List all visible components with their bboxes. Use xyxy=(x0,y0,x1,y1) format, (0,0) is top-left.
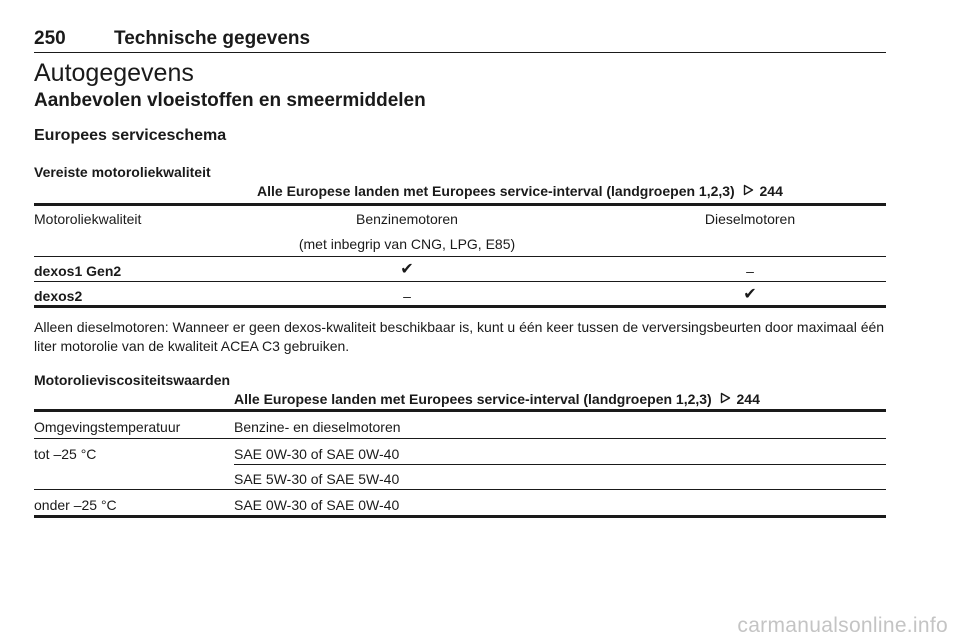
check-icon: ✔ xyxy=(743,286,757,303)
arrow-right-outline-icon xyxy=(720,390,731,408)
column-header-temperature: Omgevingstemperatuur xyxy=(34,419,181,435)
column-header-diesel: Dieselmotoren xyxy=(704,211,796,227)
oil-quality-heading: Vereiste motoroliekwaliteit xyxy=(34,164,211,180)
watermark: carmanualsonline.info xyxy=(737,614,948,637)
quality-cell: dexos1 Gen2 xyxy=(34,263,122,279)
table-rule xyxy=(34,515,886,518)
page-number: 250 xyxy=(34,28,66,49)
viscosity-caption xyxy=(234,390,760,408)
table-rule xyxy=(34,256,886,257)
oil-quality-caption xyxy=(257,182,783,200)
caption-reference[interactable]: 244 xyxy=(736,391,760,407)
temperature-cell: tot –25 °C xyxy=(34,446,97,462)
column-header-quality: Motoroliekwaliteit xyxy=(34,211,142,227)
table-rule xyxy=(34,489,886,490)
viscosity-heading: Motorolieviscositeitswaarden xyxy=(34,372,231,388)
table-rule xyxy=(34,203,886,206)
grade-cell: SAE 0W-30 of SAE 0W-40 xyxy=(234,446,400,462)
temperature-cell: onder –25 °C xyxy=(34,497,117,513)
table-rule xyxy=(34,281,886,282)
table-rule xyxy=(34,438,886,439)
table-rule xyxy=(34,409,886,412)
section-title: Autogegevens xyxy=(34,59,194,87)
caption-reference[interactable]: 244 xyxy=(759,183,783,199)
caption-text: Alle Europese landen met Europees service-interval (landgroepen 1,2,3) xyxy=(257,183,735,199)
arrow-right-outline-icon xyxy=(743,182,754,200)
section-subtitle: Aanbevolen vloeistoffen en smeermiddelen xyxy=(34,90,426,111)
dash-mark: – xyxy=(746,263,754,279)
grade-cell: SAE 5W-30 of SAE 5W-40 xyxy=(234,471,400,487)
diesel-note: Alleen dieselmotoren: Wanneer er geen dexos-kwaliteit beschikbaar is, kunt u één keer tussen de verversingsbeurten door maximaal één liter motorolie van de kwaliteit ACEA C3 gebruiken. xyxy=(34,319,885,354)
column-header-petrol: Benzinemotoren xyxy=(356,211,458,227)
schedule-heading: Europees serviceschema xyxy=(34,127,227,144)
chapter-title: Technische gegevens xyxy=(114,28,311,49)
table-rule xyxy=(34,305,886,308)
page-header xyxy=(34,28,886,53)
check-icon: ✔ xyxy=(400,261,414,278)
column-header-petrol-sub: (met inbegrip van CNG, LPG, E85) xyxy=(298,236,516,252)
column-header-grade: Benzine- en dieselmotoren xyxy=(234,419,401,435)
grade-cell: SAE 0W-30 of SAE 0W-40 xyxy=(234,497,400,513)
caption-text: Alle Europese landen met Europees service-interval (landgroepen 1,2,3) xyxy=(234,391,712,407)
dash-mark: – xyxy=(403,288,411,304)
table-rule xyxy=(234,464,886,465)
quality-cell: dexos2 xyxy=(34,288,83,304)
